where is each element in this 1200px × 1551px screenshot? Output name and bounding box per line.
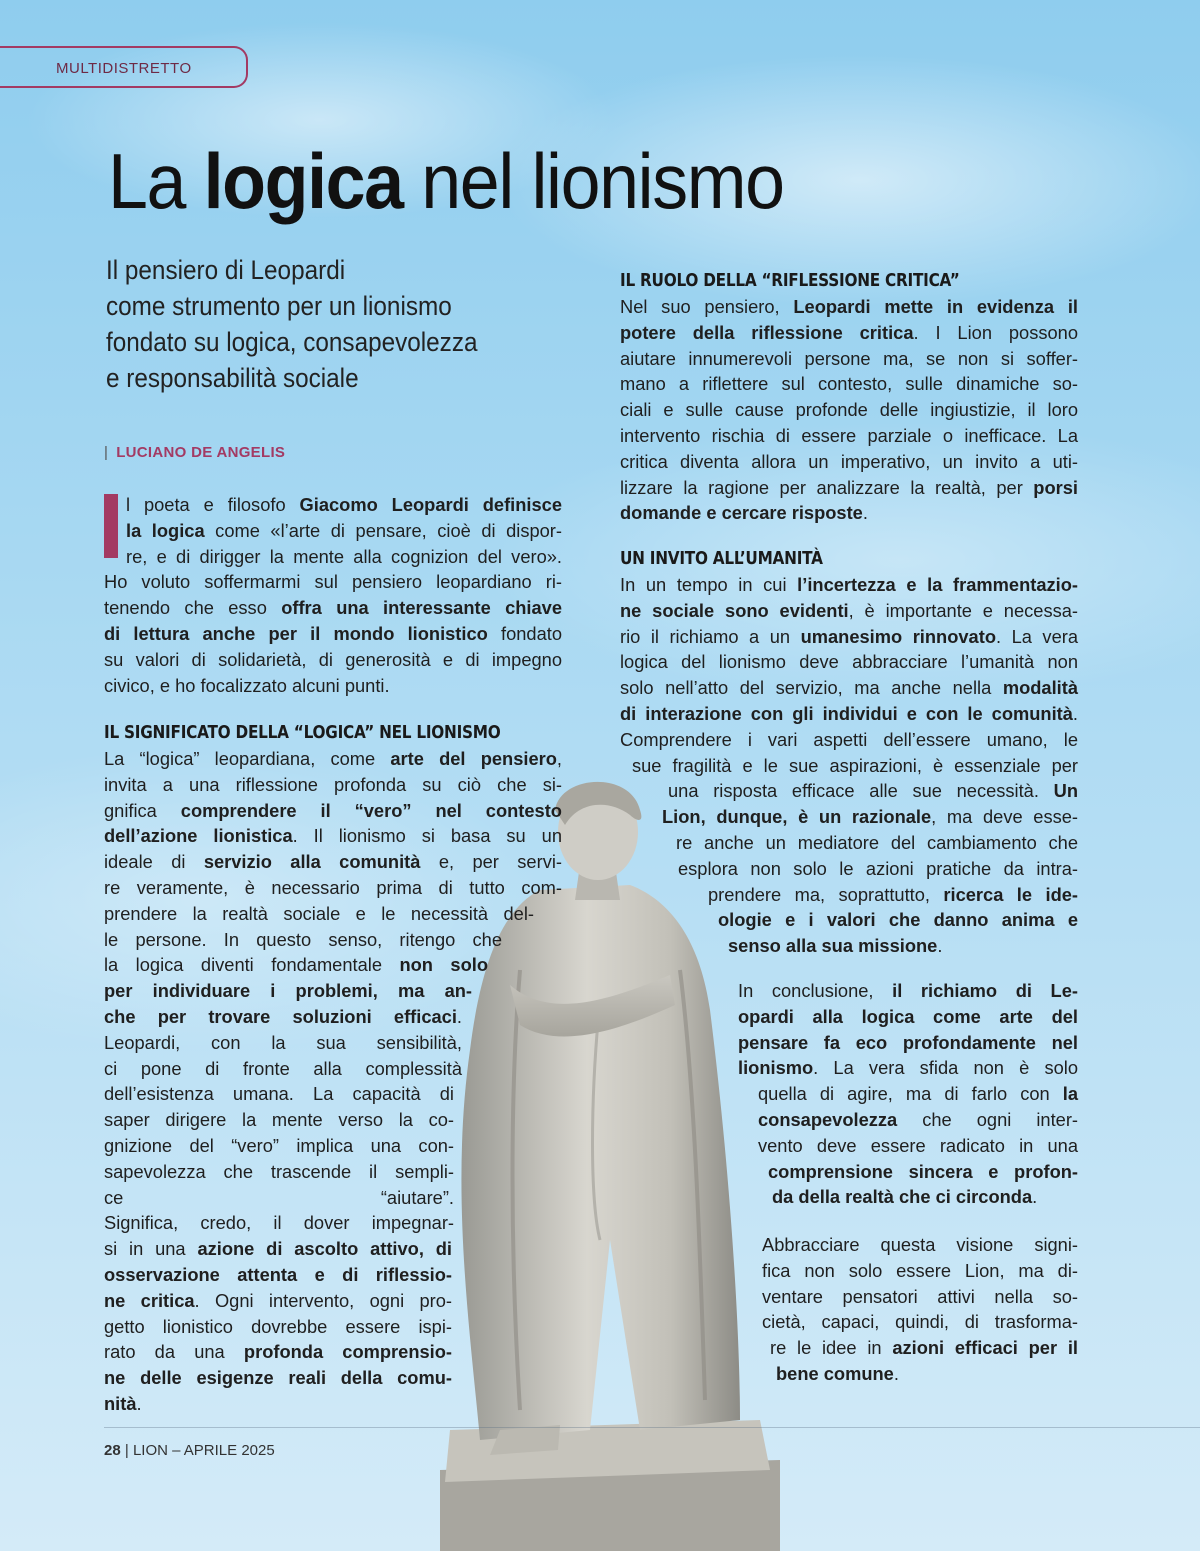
text-line	[620, 933, 1078, 959]
text-line	[104, 1339, 452, 1365]
section3-heading: UN INVITO ALL’UMANITÀ	[620, 548, 823, 569]
text-line	[104, 901, 534, 927]
text-line	[762, 1258, 1078, 1284]
text-run: prendere la realtà sociale e le necessità del-	[104, 902, 534, 924]
bold-phrase: azioni efficaci per il	[892, 1337, 1078, 1359]
text-run: . La vera sfida non è solo	[813, 1057, 1078, 1079]
text-run: intervento rischia di essere parziale o inefficace. La	[620, 424, 1078, 446]
text-run: che ogni inter-	[897, 1108, 1078, 1130]
text-run: e, per servi-	[420, 851, 562, 873]
text-line	[104, 1133, 454, 1159]
text-run: ce “aiutare”.	[104, 1186, 454, 1208]
text-run: come «l’arte di pensare, cioè di dispor-	[204, 519, 562, 541]
text-line	[104, 621, 562, 647]
text-run: aiutare innumerevoli persone ma, se non si soffer-	[620, 347, 1078, 369]
text-line	[620, 624, 1078, 650]
text-run: sue fragilità e le sue aspirazioni, è essenziale per	[632, 754, 1078, 776]
text-run: ventare pensatori attivi nella so-	[762, 1285, 1078, 1307]
text-line	[104, 1004, 462, 1030]
text-line	[762, 1309, 1078, 1335]
text-run: Nel suo pensiero,	[620, 296, 794, 317]
text-run: , è importante e necessa-	[848, 599, 1078, 621]
text-line	[104, 544, 562, 570]
bold-phrase: ricerca le ide-	[943, 883, 1078, 905]
text-line	[762, 1335, 1078, 1361]
text-line	[620, 371, 1078, 397]
text-line	[738, 1055, 1078, 1081]
section1-heading: IL SIGNIFICATO DELLA “LOGICA” NEL LIONISMO	[104, 722, 501, 743]
text-line	[738, 1107, 1078, 1133]
text-run: getto lionistico dovrebbe essere ispi-	[104, 1315, 452, 1337]
text-line	[620, 320, 1078, 346]
section2-heading: IL RUOLO DELLA “RIFLESSIONE CRITICA”	[620, 270, 960, 291]
text-run: re anche un mediatore del cambiamento che	[676, 831, 1078, 853]
section2-body	[620, 294, 1078, 526]
text-run: Leopardi, con la sua sensibilità,	[104, 1031, 462, 1053]
text-run: ci pone di fronte alla complessità	[104, 1057, 462, 1079]
bold-phrase: Leopardi mette in evidenza il	[793, 296, 1078, 317]
text-line	[620, 346, 1078, 372]
text-run: logica del lionismo deve abbracciare l’umanità non	[620, 651, 1078, 673]
intro-paragraph	[104, 492, 562, 698]
text-run: civico, e ho focalizzato alcuni punti.	[104, 674, 390, 696]
section1-body	[104, 746, 562, 1417]
text-run: .	[136, 1392, 142, 1414]
text-run: vento deve essere radicato in una	[758, 1134, 1078, 1156]
author-name: LUCIANO DE ANGELIS	[116, 444, 286, 461]
text-line	[104, 1185, 454, 1211]
text-line	[104, 673, 562, 699]
text-run: mano a riflettere sul contesto, sulle dinamiche so-	[620, 373, 1078, 395]
text-run: La “logica” leopardiana, come	[104, 748, 391, 769]
bold-phrase: comprendere il “vero” nel contesto	[180, 799, 562, 821]
footer-separator: |	[124, 1442, 129, 1459]
text-line	[104, 1210, 454, 1236]
bold-phrase: dell’azione lionistica	[104, 825, 293, 847]
text-run: sapevolezza che trascende il sempli-	[104, 1160, 454, 1182]
bold-phrase: nità	[104, 1392, 137, 1414]
text-line	[104, 492, 562, 518]
subtitle-line: e responsabilità sociale	[106, 363, 359, 393]
text-run: re, e di dirigger la mente alla cognizion del vero».	[126, 545, 562, 567]
text-run: In un tempo in cui	[620, 574, 798, 595]
title-post: nel lionismo	[402, 137, 784, 225]
text-line	[620, 649, 1078, 675]
text-line	[620, 882, 1078, 908]
text-line	[620, 778, 1078, 804]
section3-column	[620, 546, 1078, 959]
bold-phrase: modalità	[1002, 677, 1078, 699]
bold-phrase: da della realtà che ci circonda	[772, 1186, 1033, 1208]
text-line	[104, 1081, 454, 1107]
text-run: .	[893, 1362, 899, 1384]
text-line	[620, 423, 1078, 449]
text-run: prendere ma, soprattutto,	[708, 883, 944, 905]
text-run: Abbracciare questa visione signi-	[762, 1234, 1078, 1255]
bold-phrase: azione di ascolto attivo, di	[197, 1238, 452, 1260]
text-line	[104, 1236, 452, 1262]
bold-phrase: per individuare i problemi, ma an-	[104, 980, 472, 1002]
page-title	[108, 136, 784, 227]
text-line	[104, 1107, 454, 1133]
text-run: rato da una	[104, 1341, 244, 1363]
text-line	[738, 1159, 1078, 1185]
text-line	[620, 397, 1078, 423]
text-line	[620, 907, 1078, 933]
closing-paragraph	[762, 1232, 1078, 1387]
text-run: quella di agire, ma di farlo con	[758, 1083, 1063, 1105]
text-line	[620, 675, 1078, 701]
text-line	[620, 475, 1078, 501]
text-line	[104, 647, 562, 673]
text-line	[104, 927, 502, 953]
text-line	[738, 1081, 1078, 1107]
bold-phrase: che per trovare soluzioni efficaci	[104, 1005, 457, 1027]
text-line	[104, 518, 562, 544]
text-line	[104, 595, 562, 621]
text-run: tenendo che esso	[104, 597, 282, 619]
text-line	[104, 1314, 452, 1340]
text-run: dell’esistenza umana. La capacità di	[104, 1083, 454, 1105]
text-line	[620, 727, 1078, 753]
page-number: 28	[104, 1442, 121, 1459]
bold-phrase: di lettura anche per il mondo lionistico	[104, 622, 488, 644]
text-run: .	[862, 502, 868, 524]
text-run: ciali e sulle cause profonde delle ingiustizie, il loro	[620, 399, 1078, 421]
bold-phrase: ne critica	[104, 1289, 195, 1311]
text-run: fondato	[487, 622, 562, 644]
byline-bar: |	[104, 444, 109, 461]
text-line	[104, 1030, 462, 1056]
text-run: lizzare la ragione per analizzare la realtà, per	[620, 476, 1034, 498]
text-line	[104, 798, 562, 824]
text-run: solo nell’atto del servizio, ma anche nella	[620, 677, 1003, 699]
text-line	[738, 1030, 1078, 1056]
text-run: l poeta e filosofo	[126, 494, 300, 515]
text-run: .	[456, 1005, 462, 1027]
text-line	[104, 1288, 452, 1314]
bold-phrase: l’incertezza e la frammentazio-	[797, 574, 1078, 595]
text-line	[620, 598, 1078, 624]
text-run: fica non solo essere Lion, ma di-	[762, 1259, 1078, 1281]
bold-phrase: profonda comprensio-	[243, 1341, 453, 1363]
text-run: gnifica	[104, 799, 181, 821]
bold-phrase: Lion, dunque, è un razionale	[662, 806, 932, 828]
footer-divider	[104, 1427, 1200, 1428]
text-run: gnizione del “vero” implica una con-	[104, 1134, 454, 1156]
conclusion-paragraph	[738, 978, 1078, 1210]
bold-phrase: comprensione sincera e profon-	[768, 1160, 1078, 1182]
section-tab	[0, 46, 248, 88]
text-run: .	[1072, 702, 1078, 724]
bold-phrase: di interazione con gli individui e con le comunità	[620, 702, 1073, 724]
text-run: . Ogni intervento, ogni pro-	[194, 1289, 452, 1311]
title-pre: La	[108, 137, 204, 225]
text-run: re veramente, è necessario prima di tutto com-	[104, 876, 562, 898]
bold-phrase: ne delle esigenze reali della comu-	[104, 1367, 452, 1389]
text-run: .	[937, 935, 943, 957]
text-run: su valori di solidarietà, di generosità e di impegno	[104, 648, 562, 670]
text-line	[738, 1004, 1078, 1030]
bold-phrase: arte del pensiero	[390, 748, 557, 769]
text-run: Significa, credo, il dover impegnar-	[104, 1212, 454, 1234]
text-run: .	[1032, 1186, 1038, 1208]
author-byline	[104, 444, 285, 461]
text-line	[104, 1056, 462, 1082]
text-line	[620, 830, 1078, 856]
text-run: critica diventa allora un imperativo, un invito a uti-	[620, 450, 1078, 472]
bold-phrase: osservazione attenta e di riflessio-	[104, 1263, 452, 1285]
text-run: . La vera	[995, 625, 1078, 647]
bold-phrase: consapevolezza	[758, 1108, 898, 1130]
text-line	[738, 1133, 1078, 1159]
text-run: le persone. In questo senso, ritengo che	[104, 928, 502, 950]
section1-column	[104, 720, 562, 1417]
text-run: esplora non solo le azioni pratiche da intra-	[678, 857, 1078, 879]
text-line	[738, 978, 1078, 1004]
text-line	[762, 1284, 1078, 1310]
text-run: ,	[556, 748, 562, 769]
bold-phrase: pensare fa eco profondamente nel	[738, 1031, 1078, 1053]
text-run: ideale di	[104, 851, 204, 873]
bold-phrase: lionismo	[738, 1057, 814, 1079]
text-line	[104, 772, 562, 798]
bold-phrase: servizio alla comunità	[203, 851, 421, 873]
text-run: . I Lion possono	[913, 321, 1078, 343]
text-line	[620, 856, 1078, 882]
bold-phrase: Un	[1053, 780, 1078, 802]
text-line	[620, 500, 1078, 526]
text-line	[104, 746, 562, 772]
text-line	[104, 1262, 452, 1288]
bold-phrase: ologie e i valori che danno anima e	[718, 909, 1078, 931]
text-run: la logica diventi fondamentale	[104, 954, 400, 976]
text-line	[104, 823, 562, 849]
section2-column	[620, 268, 1078, 526]
text-run: rio il richiamo a un	[620, 625, 801, 647]
publication-issue: LION – APRILE 2025	[132, 1442, 275, 1459]
text-run: cietà, capaci, quindi, di trasforma-	[762, 1311, 1078, 1333]
bold-phrase: ne sociale sono evidenti	[620, 599, 849, 621]
subtitle-line: fondato su logica, consapevolezza	[106, 327, 478, 357]
text-line	[104, 978, 472, 1004]
subtitle	[106, 252, 576, 396]
bold-phrase: il richiamo di Le-	[892, 980, 1078, 1001]
text-run: invita a una riflessione profonda su ciò che si-	[104, 773, 562, 795]
text-line	[104, 849, 562, 875]
text-line	[620, 753, 1078, 779]
bold-phrase: la logica	[126, 519, 205, 541]
subtitle-line: come strumento per un lionismo	[106, 291, 452, 321]
bold-phrase: bene comune	[776, 1362, 894, 1384]
text-run: una risposta efficace alle sue necessità.	[668, 780, 1054, 802]
bold-phrase: opardi alla logica come arte del	[738, 1005, 1078, 1027]
text-line	[620, 572, 1078, 598]
title-bold: logica	[203, 137, 403, 225]
bold-phrase: porsi	[1033, 476, 1078, 498]
text-line	[104, 1391, 452, 1417]
text-run: Ho voluto soffermarmi sul pensiero leopardiano ri-	[104, 571, 562, 593]
text-line	[104, 569, 562, 595]
page-footer	[104, 1442, 275, 1459]
text-line	[620, 804, 1078, 830]
text-line	[104, 1365, 452, 1391]
text-line	[104, 952, 488, 978]
text-line	[620, 449, 1078, 475]
text-line	[738, 1184, 1078, 1210]
subtitle-line: Il pensiero di Leopardi	[106, 255, 346, 285]
bold-phrase: senso alla sua missione	[728, 935, 938, 957]
text-line	[104, 1159, 454, 1185]
text-run: Comprendere i vari aspetti dell’essere umano, le	[620, 728, 1078, 750]
bold-phrase: domande e cercare risposte	[620, 502, 863, 524]
text-line	[762, 1232, 1078, 1258]
section3-body	[620, 572, 1078, 959]
text-line	[762, 1361, 1078, 1387]
text-run: si in una	[104, 1238, 198, 1260]
text-line	[620, 701, 1078, 727]
text-run: saper dirigere la mente verso la co-	[104, 1109, 454, 1131]
bold-phrase: potere della riflessione critica	[620, 321, 914, 343]
text-line	[620, 294, 1078, 320]
text-line	[104, 875, 562, 901]
bold-phrase: umanesimo rinnovato	[800, 625, 996, 647]
text-run: , ma deve esse-	[931, 806, 1078, 828]
bold-phrase: la	[1062, 1083, 1078, 1105]
bold-phrase: Giacomo Leopardi definisce	[299, 494, 563, 515]
bold-phrase: non solo	[399, 954, 488, 976]
text-run: . Il lionismo si basa su un	[292, 825, 562, 847]
text-run: In conclusione,	[738, 980, 893, 1001]
section-label: MULTIDISTRETTO	[56, 60, 192, 77]
text-run: re le idee in	[770, 1337, 893, 1359]
bold-phrase: offra una interessante chiave	[281, 597, 562, 619]
